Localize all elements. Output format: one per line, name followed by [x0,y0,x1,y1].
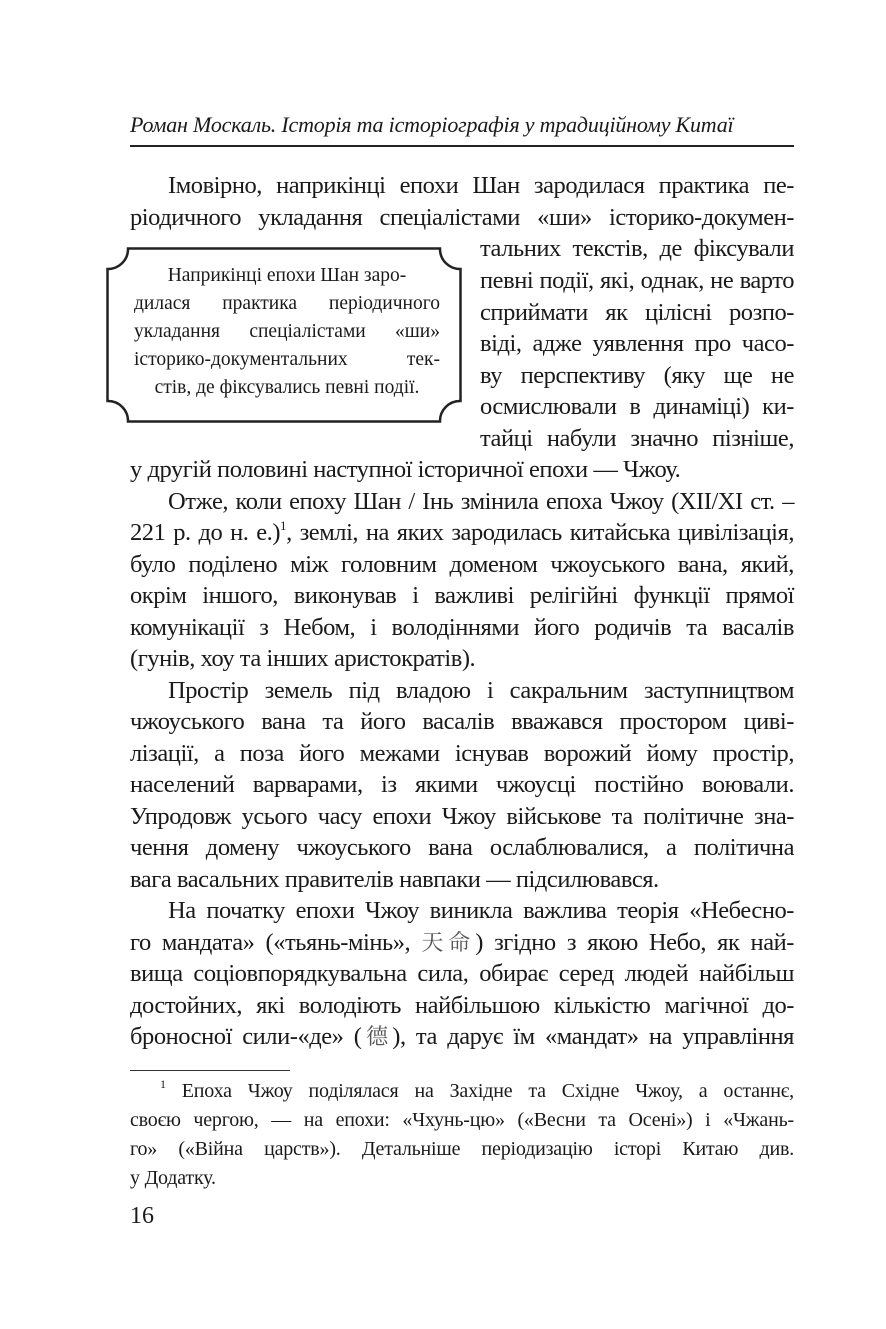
body-text: 221 р. до н. е.) [130,519,281,546]
body-line: осмислювали в динаміці) ки- [480,393,794,420]
body-line: вага васальних правителів навпаки — підсилювався. [130,866,659,893]
body-line [130,517,794,549]
running-head: Роман Москаль. Історія та історіографія у традиційному Китаї [130,112,734,137]
page-number: 16 [130,1203,154,1229]
pull-quote-text [134,262,440,402]
pull-quote-line: укладання спеціалістами «ши» [134,321,440,342]
footnote-separator [130,1070,290,1071]
pull-quote-line: Наприкінці епохи Шан заро- [167,265,407,286]
body-line: Імовірно, наприкінці епохи Шан зародилася практика пе- [168,172,794,199]
body-line: тальних текстів, де фіксували [480,235,794,262]
footnote-line: своєю чергою, — на епохи: «Чхунь-цю» («Весни та Осені») і «Чжань- [130,1109,794,1131]
body-line: окрім іншого, виконував і важливі релігійні функції прямої [130,582,794,609]
body-line: ріодичного укладання спеціалістами «ши» історико-докумен- [130,204,794,231]
body-line: було поділено між головним доменом чжоуського вана, який, [130,551,794,578]
pull-quote-line: дилася практика періодичного [134,293,440,314]
body-line: ву перспективу (яку ще не [480,362,794,389]
body-line: чжоуського вана та його васалів вважався простором циві- [130,708,794,735]
body-line: лізації, а поза його межами існував ворожий йому простір, [130,740,794,767]
footnote-text: Епоха Чжоу поділялася на Західне та Східне Чжоу, а останнє, [181,1080,794,1102]
body-line: комунікації з Небом, і володіннями його родичів та васалів [130,614,794,641]
body-line: достойних, які володіють найбільшою кількістю магічної до- [130,992,794,1019]
body-line: На початку епохи Чжоу виникла важлива теорія «Небесно- [168,897,794,924]
body-line: Упродовж усього часу епохи Чжоу військове та політичне зна- [130,803,794,830]
footnote-reference[interactable]: 1 [280,518,287,533]
body-line: населений варварами, із якими чжоусці постійно воювали. [130,771,794,798]
body-line [130,1021,794,1054]
chinese-characters: 天命 [421,931,476,956]
body-text: , землі, на яких зародилась китайська цивілізація, [286,519,794,546]
header-rule [130,145,794,147]
body-line: Простір земель під владою і сакральним заступництвом [168,677,794,704]
body-text: го мандата» («тьянь-мінь», [130,929,422,956]
body-line: сприймати як цілісні розпо- [480,299,794,326]
body-line: віді, адже уявлення про часо- [480,330,794,357]
body-line: тайці набули значно пізніше, [480,425,794,452]
footnote-line [130,1077,794,1106]
body-line: чення домену чжоуського вана ослаблювалися, а політична [130,834,794,861]
body-line: Отже, коли епоху Шан / Інь змінила епоха Чжоу (XII/XI ст. – [168,488,794,515]
body-line: вища соціовпорядкувальна сила, обирає серед людей найбільш [130,960,794,987]
body-line: (гунів, хоу та інших аристократів). [130,645,476,672]
pull-quote-line: стів, де фіксувались певні події. [154,377,420,398]
chinese-character: 德 [361,1025,393,1050]
body-text: броносної сили-«де» ( [130,1023,362,1050]
pull-quote-line: історико-документальних тек- [134,349,440,370]
body-line [130,927,794,960]
footnote-line: го» («Війна царств»). Детальніше періодизацію історі Китаю див. [130,1138,794,1160]
body-text: ), та дарує їм «мандат» на управління [392,1023,794,1050]
footnote-line: у Додатку. [130,1167,216,1189]
footnote-marker: 1 [160,1077,166,1091]
body-line: у другій половині наступної історичної епохи — Чжоу. [130,456,681,483]
body-line: певні події, які, однак, не варто [480,267,794,294]
body-text: ) згідно з якою Небо, як най- [475,929,795,956]
